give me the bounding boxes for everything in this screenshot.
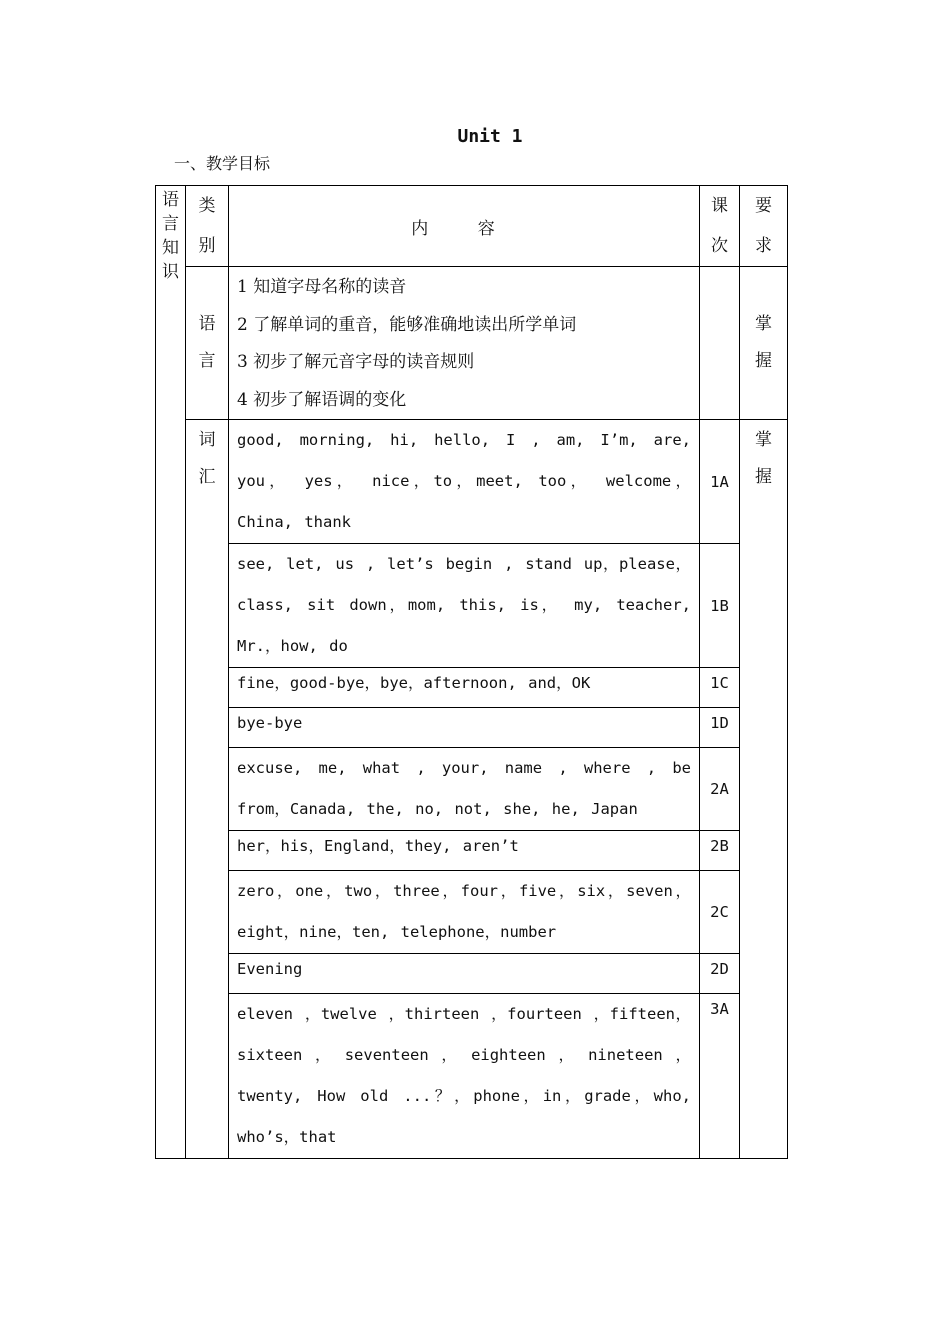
vocab-lesson: 2C xyxy=(700,871,740,954)
pronunciation-lesson xyxy=(700,267,740,420)
content-header: 内 容 xyxy=(229,186,700,267)
vocab-row xyxy=(156,668,788,708)
vocab-lesson: 1A xyxy=(700,420,740,544)
requirement-header-char: 求 xyxy=(755,236,772,256)
vocab-lesson: 2D xyxy=(700,954,740,994)
vocab-row xyxy=(156,420,788,544)
pronunciation-item: 3 初步了解元音字母的读音规则 xyxy=(237,352,475,372)
lesson-header-char: 次 xyxy=(711,236,728,256)
vocab-row xyxy=(156,544,788,668)
lesson-header xyxy=(700,186,740,267)
vocabulary-category xyxy=(186,420,229,1159)
pronunciation-item: 1 知道字母名称的读音 xyxy=(237,277,407,297)
header-row xyxy=(156,186,788,267)
objectives-table xyxy=(155,185,788,1159)
pronunciation-item: 2 了解单词的重音，能够准确地读出所学单词 xyxy=(237,314,577,335)
vocab-words: Evening xyxy=(229,954,700,994)
vocab-words: see, let, us , let’s begin , stand up，please，class, sit down，mom, this, is， my, teacher, Mr.，how, do xyxy=(229,544,700,668)
vocab-lesson: 2A xyxy=(700,748,740,831)
vocab-words: bye-bye xyxy=(229,708,700,748)
vocab-words: excuse, me, what , your, name , where , be from，Canada, the, no, not, she, he, Japan xyxy=(229,748,700,831)
pronunciation-requirement xyxy=(740,267,788,420)
lesson-header-char: 课 xyxy=(711,196,728,216)
vocab-row xyxy=(156,994,788,1159)
vocab-lesson: 1C xyxy=(700,668,740,708)
vocab-words: zero，one，two，three，four，five，six，seven，eight，nine，ten, telephone，number xyxy=(229,871,700,954)
section-heading: 一、教学目标 xyxy=(174,154,271,173)
vocabulary-requirement-char: 握 xyxy=(755,467,772,487)
vocab-row xyxy=(156,748,788,831)
vocab-lesson: 2B xyxy=(700,831,740,871)
vocab-row xyxy=(156,871,788,954)
language-knowledge-char: 言 xyxy=(162,214,179,234)
pronunciation-content xyxy=(229,267,700,420)
category-header-char: 类 xyxy=(198,196,216,216)
vocabulary-category-char: 汇 xyxy=(198,467,216,487)
pronunciation-category xyxy=(186,267,229,420)
pronunciation-requirement-char: 掌 xyxy=(755,314,772,334)
language-knowledge-char: 识 xyxy=(162,262,179,282)
category-header-char: 别 xyxy=(198,236,216,256)
pronunciation-row xyxy=(156,267,788,420)
vocab-words: good, morning, hi, hello, I , am, I’m, are, you， yes， nice，to，meet, too， welcome， China, thank xyxy=(229,420,700,544)
pronunciation-requirement-char: 握 xyxy=(755,351,772,371)
vocab-words: eleven ，twelve ，thirteen ，fourteen ，fifteen， sixteen ， seventeen ， eighteen ， nineteen ， twenty, How old ...？，phone，in，grade，who, who’s，that xyxy=(229,994,700,1159)
requirement-header-char: 要 xyxy=(755,196,772,216)
vocab-lesson: 3A xyxy=(700,994,740,1159)
pronunciation-category-char: 言 xyxy=(198,351,216,371)
vocab-words: fine，good-bye，bye，afternoon, and，OK xyxy=(229,668,700,708)
language-knowledge-char: 知 xyxy=(162,238,179,258)
vocab-row xyxy=(156,954,788,994)
vocab-lesson: 1D xyxy=(700,708,740,748)
vocab-words: her，his，England，they, aren’t xyxy=(229,831,700,871)
category-header xyxy=(186,186,229,267)
requirement-header xyxy=(740,186,788,267)
vocabulary-requirement-char: 掌 xyxy=(755,430,772,450)
vocab-row xyxy=(156,831,788,871)
language-knowledge-char: 语 xyxy=(162,190,179,210)
vocab-lesson: 1B xyxy=(700,544,740,668)
language-knowledge-cell xyxy=(156,186,186,1159)
pronunciation-item: 4 初步了解语调的变化 xyxy=(237,389,407,410)
vocabulary-category-char: 词 xyxy=(198,430,216,450)
page-title: Unit 1 xyxy=(457,126,523,147)
pronunciation-category-char: 语 xyxy=(198,314,216,334)
vocabulary-requirement xyxy=(740,420,788,1159)
vocab-row xyxy=(156,708,788,748)
